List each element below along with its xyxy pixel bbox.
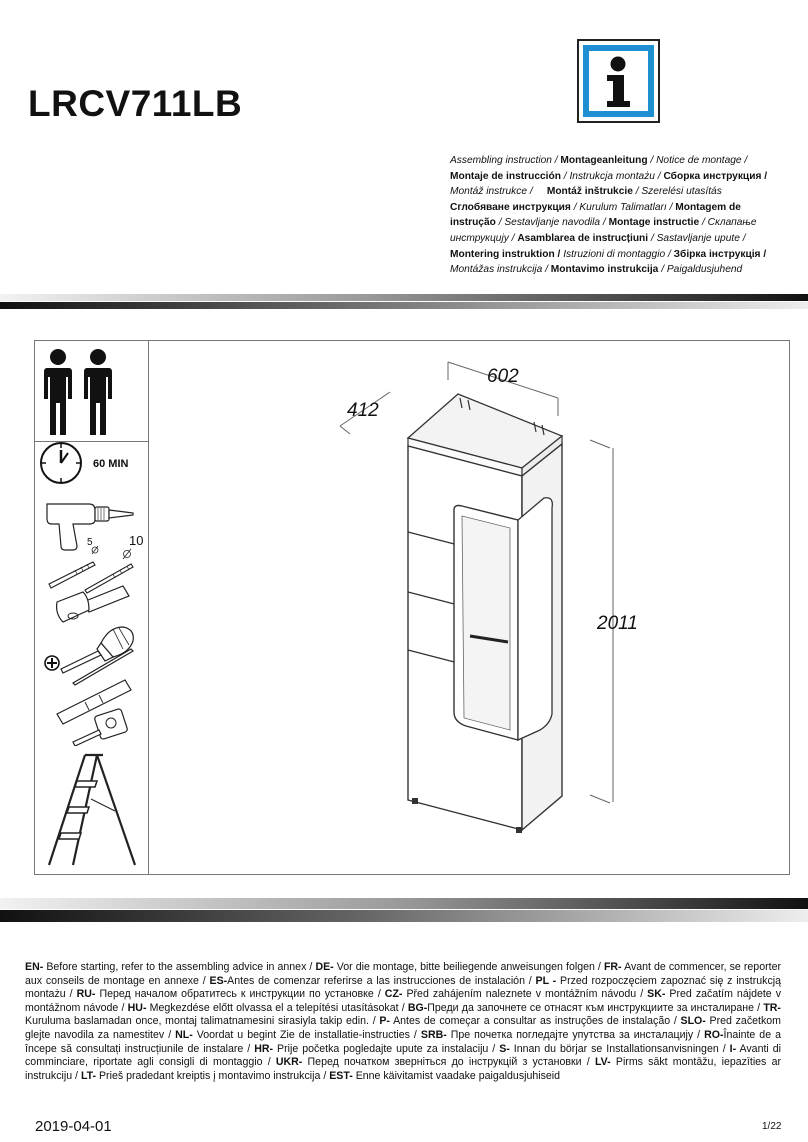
title-segment: Istruzioni di montaggio [563,248,666,260]
language-code: EST- [329,1069,353,1082]
title-segment: Montagem de [675,201,741,213]
info-icon [577,39,660,123]
language-code: RU- [76,988,96,1001]
notice-text: Before starting, refer to the assembling advice in annex / [43,961,316,973]
title-segment: Montáž inštrukcie [546,186,633,198]
language-code: HU- [127,1001,147,1014]
title-segment: / [551,155,561,166]
notice-text: Перед початком зверніться до інструкцій з установки / [302,1056,595,1069]
notice-text: Пре почетка погледајте упутства за инсталацију / [446,1028,705,1041]
drill-bit-large-size: 10 [129,533,144,548]
instruction-titles [450,153,790,278]
language-code: S- [499,1042,510,1055]
title-line [450,231,790,247]
title-segment: / [600,217,609,229]
language-code: DE- [315,961,334,973]
notice-text: Prieš pradedant kreiptis į montavimo instrukcija / [96,1069,330,1082]
notice-text: Перед началом обратитесь к инструкции по установке / [95,988,385,1001]
clock-icon [37,441,87,485]
notice-text: Pred začetkom glejte navodila za namestitev / [25,1015,781,1041]
title-segment: / [632,186,642,198]
title-segment: Paigaldusjuhend [666,264,743,276]
title-segment: Assembling instruction [450,155,552,166]
title-line [450,200,790,216]
header-stripe [0,290,808,320]
notice-text: Înainte de a începe să consultați instrucțiunile de instalare / [25,1028,781,1055]
notice-text: Avanti di comminciare, riportate agli consigli di montaggio / [25,1042,781,1069]
language-code: RO- [704,1028,724,1041]
title-segment: Montageanleitung [560,155,648,166]
notice-text: Avant de commencer, se reporter aux conseils de montage en annexe / [25,961,781,987]
title-segment: Збірка інструкція [673,248,761,260]
notice-text: Vor die montage, bitte beiliegende anweisungen folgen / [333,961,604,973]
notice-text: Przed rozpoczęciem zapoznać się z instrukcją montażu / [25,974,781,1001]
title-segment: Szerelési utasítás [641,186,722,198]
title-segment: / [665,248,674,260]
language-code: NL- [175,1028,193,1041]
title-segment: Sastavljanje upute [656,232,740,244]
notice-text: Enne käivitamist vaadake paigaldusjuhiseid [352,1069,561,1082]
title-line [450,184,790,200]
notice-text: Преди да започнете се отнасят към инструкциите за инсталиране / [427,1001,764,1014]
column-divider [148,341,149,874]
language-code: UKR- [275,1056,303,1069]
title-segment: Montáž instrukce [450,186,528,198]
language-code: I- [729,1042,737,1055]
title-segment: / [570,201,580,213]
title-segment: / [654,170,664,182]
title-segment: Sestavljanje navodila [504,217,601,229]
language-code: P- [379,1015,390,1028]
page-number: 1/22 [762,1121,782,1132]
notice-text: Voordat u begint Zie de installatie-instructies / [192,1028,421,1041]
footer-stripe [0,893,808,933]
title-segment: / [495,217,505,229]
tools-column [35,341,148,874]
step-ladder-icon [41,749,141,869]
notice-text: Kuruluma baslamadan once, montaj talimatnamesini sirasiyla takip edin. / [25,1015,380,1028]
language-code: HR- [254,1042,274,1055]
title-segment: / [741,155,748,166]
title-segment: инструкцију [450,232,509,244]
language-code: ES- [209,974,228,987]
notice-text: Před zahájením naleznete v montážním návodu / [402,988,648,1001]
dimension-height: 2011 [597,613,638,634]
title-line [450,153,790,169]
title-segment: Склапање [707,217,757,229]
language-code: FR- [603,961,622,973]
title-segment: Notice de montage [656,155,742,166]
title-segment: Montavimo instrukcija [550,264,659,276]
title-line [450,215,790,231]
title-segment: / [508,232,518,244]
notice-text: Antes de comenzar referirse a las instrucciones de instalación / [227,974,536,987]
persons-required [35,341,148,442]
title-segment: / [761,170,768,182]
title-segment: Montering instruktion [450,248,555,260]
notice-text: Innan du börjar se Installationsanvisningen / [509,1042,730,1055]
dimension-depth: 412 [347,400,379,421]
model-number: LRCV711LB [28,83,243,124]
title-segment: / [666,201,676,213]
title-segment: / [699,217,708,229]
title-segment: Asamblarea de instrucțiuni [517,232,649,244]
notice-text: Pirms sākt montāžu, iepazīties ar instrukciju / [25,1056,781,1082]
title-segment: / [658,264,667,276]
language-code: SK- [647,988,666,1001]
title-segment: Сглобяване инструкция [450,201,571,213]
language-code: TR- [763,1001,781,1014]
notice-text: Pred začatím nájdete v montážnom návode / [25,988,781,1014]
language-code: PL - [535,974,557,987]
language-code: CZ- [384,988,403,1001]
assembly-time: 60 MIN [93,458,129,470]
title-line [450,247,790,263]
notice-text: Megkezdése előtt olvassa el a telepítési utasításokat / [146,1001,408,1014]
title-segment: / [648,232,657,244]
notice-text: Prije početka pogledajte upute za instalaciju / [273,1042,500,1055]
title-segment: instrução [450,217,496,229]
title-segment: Montaje de instrucción [450,170,561,182]
two-persons-icon [39,347,119,437]
title-segment: Kurulum Talimatları [579,201,667,213]
title-segment: / [560,170,570,182]
title-segment: Сборка инструкция [663,170,762,182]
title-segment: / [542,264,551,276]
multilingual-notice [25,961,781,1083]
document-date: 2019-04-01 [35,1118,112,1135]
notice-text: Antes de começar a consultar as instruções de instalação / [389,1015,681,1028]
title-segment: / [554,248,564,260]
title-line [450,262,790,278]
title-segment: Montážas instrukcija [450,264,543,276]
title-segment: / [760,248,767,260]
language-code: SLO- [680,1015,706,1028]
title-segment: / [527,186,547,198]
title-segment: / [739,232,746,244]
level-and-tape-icon [55,676,145,746]
title-segment: Montage instructie [608,217,700,229]
language-code: SRB- [420,1028,447,1041]
language-code: LV- [594,1056,611,1069]
title-segment: / [647,155,657,166]
drill-bit-small-size: 5 [87,537,93,548]
title-segment: Instrukcja montażu [569,170,655,182]
language-code: EN- [25,961,44,973]
dimension-width: 602 [487,366,519,387]
language-code: LT- [80,1069,97,1082]
title-line [450,169,790,185]
language-code: BG- [407,1001,428,1014]
